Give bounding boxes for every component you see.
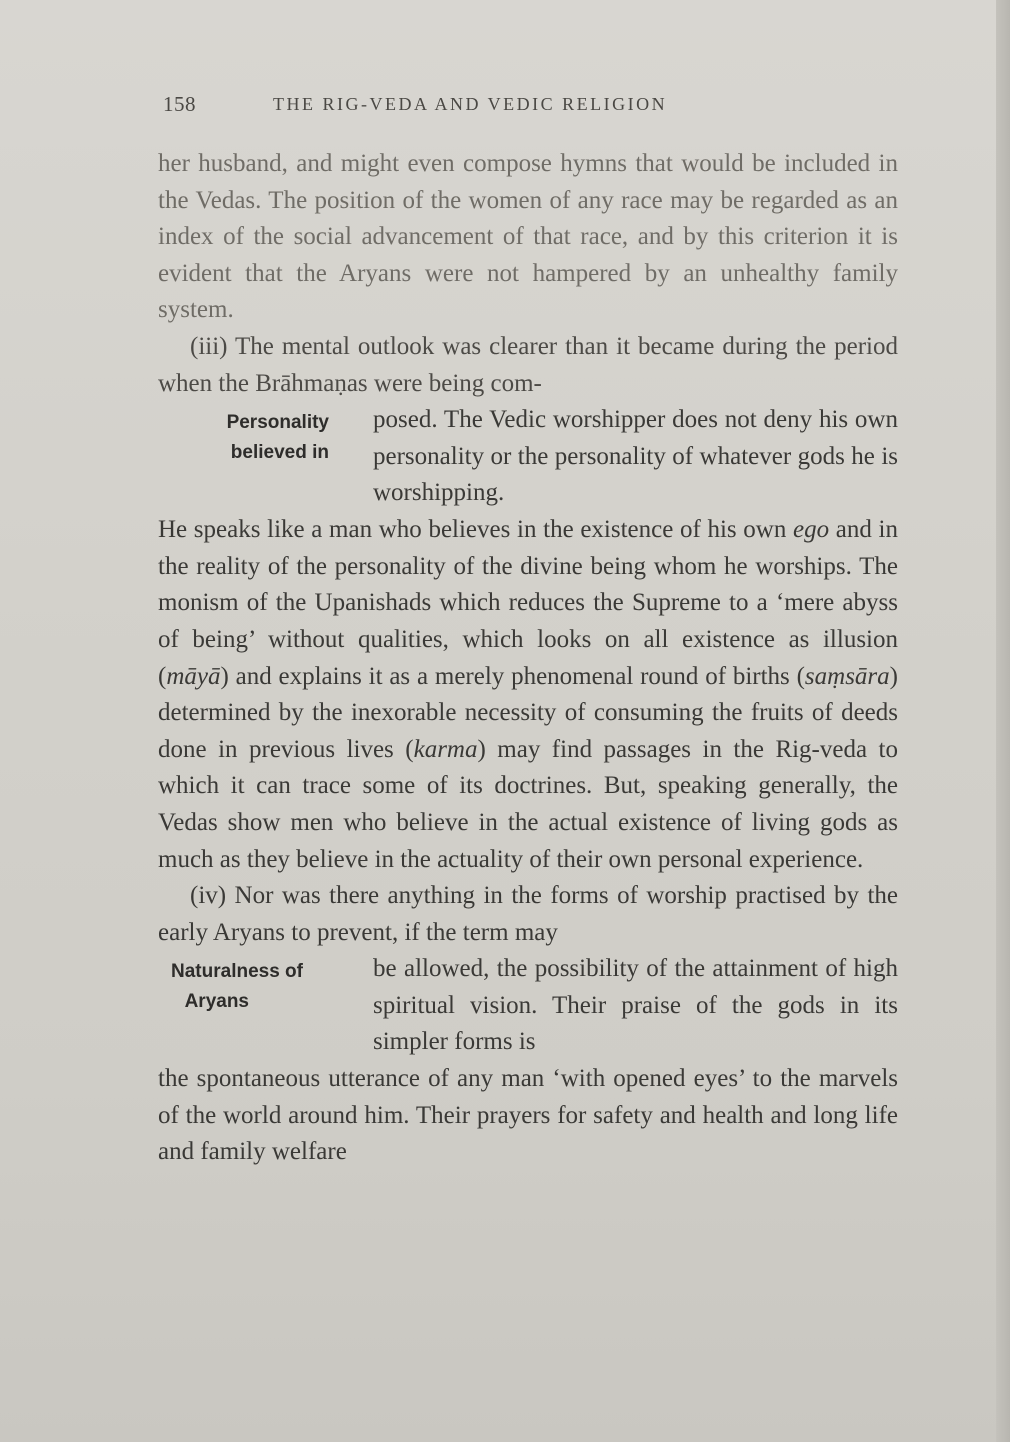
margin-note-line: Aryans [184, 991, 249, 1013]
body-text [158, 146, 898, 1171]
page-header [163, 92, 803, 122]
text-run: ) may find passages in the Rig-veda to which it can trace some of its doctrines. But, speaking generally, the Vedas show men who believe in the actual existence of living gods as much as they believe in the actuality of their own personal experience. [158, 735, 899, 873]
italic-term: saṃsāra [804, 662, 890, 690]
paragraph-3-rest: the spontaneous utterance of any man ‘with opened eyes’ to the marvels of the world around him. Their prayers for safety and health and long life and family welfare [158, 1065, 898, 1166]
margin-note-line: believed in [230, 442, 329, 464]
margin-note-line: Naturalness of [171, 961, 303, 983]
paragraph-2-lead: (iii) The mental outlook was clearer than it became during the period when the Brāhmaṇas were being com- [158, 332, 898, 397]
paragraph-2-rest [158, 512, 898, 878]
paragraph-3-lead: (iv) Nor was there anything in the forms of worship practised by the early Aryans to prevent, if the term may [158, 882, 898, 946]
paragraph-1: her husband, and might even compose hymns that would be included in the Vedas. The position of the women of any race may be regarded as an index of the social advancement of that race, and by this criterion it is evident that the Aryans were not hampered by an unhealthy family system. [158, 150, 898, 324]
italic-term: māyā [166, 662, 221, 690]
page-number: 158 [163, 92, 196, 116]
text-run: and in the reality of the personality of the divine being whom he worships. The monism of the Upanishads which reduces the Supreme to a ‘mere abyss of being’ without qualities, which looks on all existence as illusion ( [158, 516, 899, 690]
text-run: He speaks like a man who believes in the existence of his own [158, 516, 794, 544]
text-run: ) and explains it as a merely phenomenal round of births ( [220, 662, 805, 690]
paragraph-3-side: be allowed, the possibility of the attainment of high spiritual vision. Their praise of the gods in its simpler forms is [373, 955, 898, 1056]
running-title: THE RIG-VEDA AND VEDIC RELIGION [273, 94, 668, 114]
margin-note-personality [158, 402, 373, 512]
margin-note-line: Personality [226, 412, 329, 434]
paragraph-2-side: posed. The Vedic worshipper does not deny his own personality or the personality of whatever gods he is worshipping. [373, 406, 898, 507]
page-edge [996, 0, 1010, 1442]
text-run: ) determined by the inexorable necessity of consuming the fruits of deeds done in previous lives ( [158, 662, 898, 763]
italic-term: ego [793, 516, 830, 544]
italic-term: karma [413, 735, 478, 763]
side-note-block-1 [158, 402, 898, 512]
margin-note-naturalness [158, 951, 373, 1061]
side-note-block-2 [158, 951, 898, 1061]
